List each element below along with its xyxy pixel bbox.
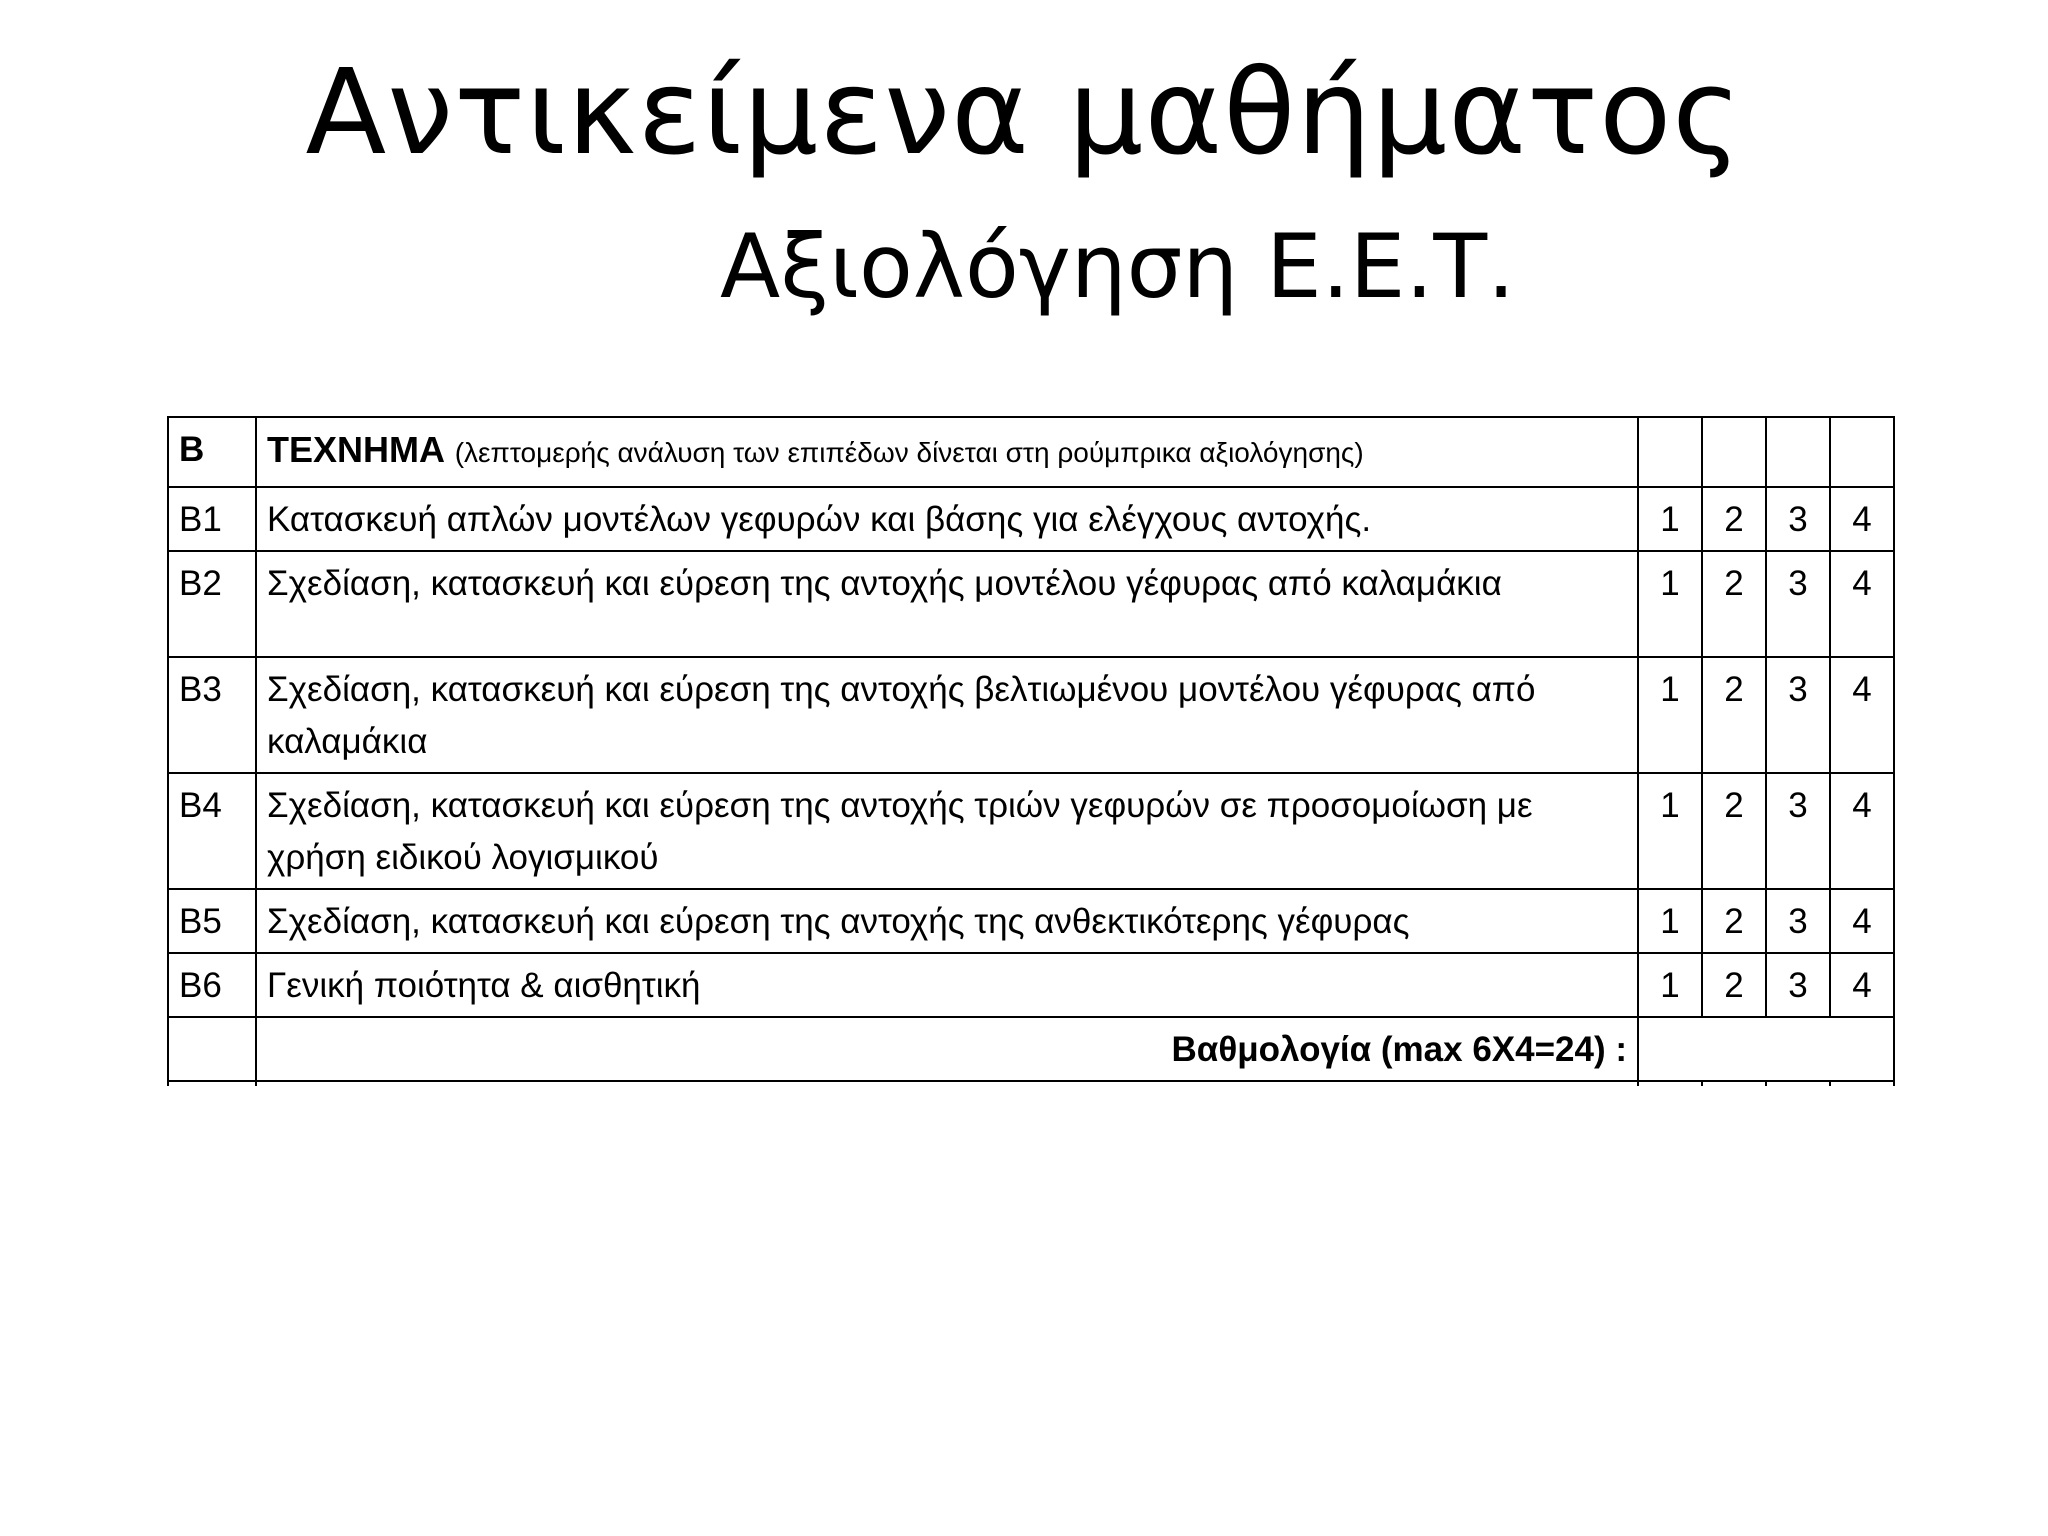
row-description: Σχεδίαση, κατασκευή και εύρεση της αντοχής μοντέλου γέφυρας από καλαμάκια	[256, 551, 1638, 657]
score-option: 4	[1830, 953, 1894, 1017]
table-row	[168, 487, 1894, 551]
total-label: Βαθμολογία (max 6X4=24) :	[256, 1017, 1638, 1081]
row-description: Σχεδίαση, κατασκευή και εύρεση της αντοχής της ανθεκτικότερης γέφυρας	[256, 889, 1638, 953]
table-row	[168, 889, 1894, 953]
score-option: 1	[1638, 551, 1702, 657]
score-option: 4	[1830, 657, 1894, 773]
score-option: 1	[1638, 889, 1702, 953]
slide-subtitle: Αξιολόγηση Ε.Ε.Τ.	[720, 215, 1516, 318]
score-option: 2	[1702, 487, 1766, 551]
header-title: ΤΕΧΝΗΜΑ	[267, 429, 445, 470]
row-description: Κατασκευή απλών μοντέλων γεφυρών και βάσης για ελέγχους αντοχής.	[256, 487, 1638, 551]
score-option: 2	[1702, 657, 1766, 773]
score-option: 1	[1638, 773, 1702, 889]
row-code: B2	[168, 551, 256, 657]
score-option: 2	[1702, 889, 1766, 953]
score-option: 3	[1766, 551, 1830, 657]
header-title-cell	[256, 417, 1638, 487]
header-empty-cell	[1766, 417, 1830, 487]
score-option: 2	[1702, 953, 1766, 1017]
score-option: 3	[1766, 487, 1830, 551]
header-code: B	[168, 417, 256, 487]
header-empty-cell	[1702, 417, 1766, 487]
row-code: B6	[168, 953, 256, 1017]
score-option: 3	[1766, 953, 1830, 1017]
table-row	[168, 773, 1894, 889]
score-option: 2	[1702, 551, 1766, 657]
score-option: 4	[1830, 551, 1894, 657]
table-row	[168, 551, 1894, 657]
header-empty-cell	[1830, 417, 1894, 487]
row-description: Σχεδίαση, κατασκευή και εύρεση της αντοχής τριών γεφυρών σε προσομοίωση με χρήση ειδικού λογισμικού	[256, 773, 1638, 889]
score-option: 3	[1766, 889, 1830, 953]
score-option: 4	[1830, 487, 1894, 551]
row-code: B3	[168, 657, 256, 773]
row-code: B4	[168, 773, 256, 889]
header-note: (λεπτομερής ανάλυση των επιπέδων δίνεται στη ρούμπρικα αξιολόγησης)	[454, 437, 1364, 468]
score-option: 2	[1702, 773, 1766, 889]
slide-title: Αντικείμενα μαθήματος	[305, 43, 1743, 181]
total-empty-cell	[168, 1017, 256, 1081]
score-option: 4	[1830, 889, 1894, 953]
table-row	[168, 657, 1894, 773]
rubric-table	[167, 416, 1895, 1086]
row-code: B5	[168, 889, 256, 953]
header-empty-cell	[1638, 417, 1702, 487]
total-row	[168, 1017, 1894, 1081]
table-row	[168, 953, 1894, 1017]
table-tail-row	[168, 1081, 1894, 1086]
row-code: B1	[168, 487, 256, 551]
score-option: 4	[1830, 773, 1894, 889]
score-option: 3	[1766, 773, 1830, 889]
score-option: 1	[1638, 953, 1702, 1017]
table-header-row	[168, 417, 1894, 487]
row-description: Γενική ποιότητα & αισθητική	[256, 953, 1638, 1017]
score-option: 1	[1638, 657, 1702, 773]
score-option: 3	[1766, 657, 1830, 773]
row-description: Σχεδίαση, κατασκευή και εύρεση της αντοχής βελτιωμένου μοντέλου γέφυρας από καλαμάκια	[256, 657, 1638, 773]
total-value-cell	[1638, 1017, 1894, 1081]
score-option: 1	[1638, 487, 1702, 551]
